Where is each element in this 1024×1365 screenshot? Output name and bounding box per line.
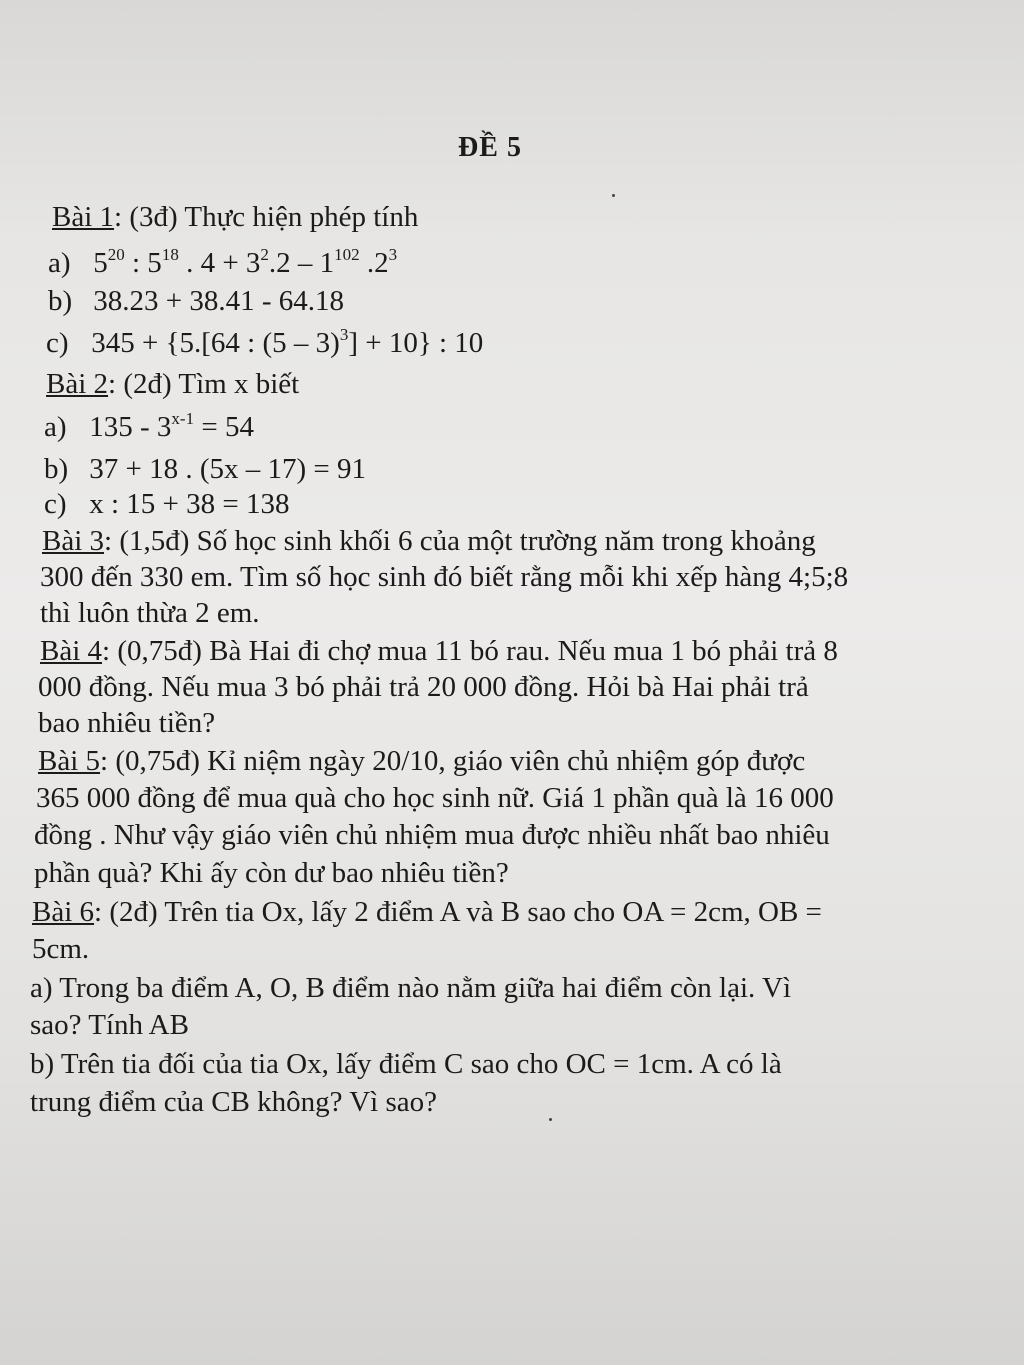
bai5-label: Bài 5	[38, 745, 101, 777]
expr-part: .2	[359, 247, 389, 279]
exponent: 20	[107, 245, 125, 264]
expr-part: 5	[93, 247, 108, 279]
item-label: a)	[44, 411, 67, 443]
bai1-heading	[52, 200, 418, 234]
bai5-line-4: phần quà? Khi ấy còn dư bao nhiêu tiền?	[34, 857, 509, 889]
bai5-line-3: đồng . Như vậy giáo viên chủ nhiệm mua được nhiều nhất bao nhiêu	[34, 819, 830, 851]
expr-part: 345 + {5.[64 : (5 – 3)	[91, 327, 340, 359]
bai3-label: Bài 3	[42, 525, 105, 557]
bai1-item-c	[46, 326, 483, 360]
item-label: a)	[48, 247, 71, 279]
item-label: b)	[44, 453, 69, 485]
bai3-line-2: 300 đến 330 em. Tìm số học sinh đó biết rằng mỗi khi xếp hàng 4;5;8	[40, 561, 849, 593]
paper-speck	[612, 194, 615, 197]
bai2-prompt: : (2đ) Tìm x biết	[108, 368, 300, 400]
bai3-line-1	[42, 524, 816, 558]
expression: 38.23 + 38.41 - 64.18	[93, 285, 345, 317]
bai3-line-3: thì luôn thừa 2 em.	[40, 597, 260, 629]
paragraph-text: : (1,5đ) Số học sinh khối 6 của một trường năm trong khoảng	[104, 525, 816, 557]
bai5-line-1	[38, 744, 805, 778]
bai4-label: Bài 4	[40, 635, 103, 667]
bai1-label: Bài 1	[52, 201, 115, 233]
bai6-line-1	[32, 895, 822, 929]
expr-part: . 4 + 3	[178, 247, 261, 279]
paragraph-text: : (0,75đ) Bà Hai đi chợ mua 11 bó rau. Nếu mua 1 bó phải trả 8	[102, 635, 838, 667]
expr-part: .2 – 1	[268, 247, 335, 279]
paper-speck	[549, 1118, 552, 1121]
exponent: 18	[161, 245, 179, 264]
bai2-item-b	[44, 452, 366, 486]
item-label: c)	[46, 327, 69, 359]
exponent: 2	[260, 245, 269, 264]
expression: x : 15 + 38 = 138	[89, 488, 290, 520]
bai5-line-2: 365 000 đồng để mua quà cho học sinh nữ. Giá 1 phần quà là 16 000	[36, 782, 834, 814]
exponent: 3	[388, 245, 398, 264]
bai4-line-1	[40, 634, 838, 668]
bai2-item-c	[44, 487, 290, 521]
bai6-item-b-line-1: b) Trên tia đối của tia Ox, lấy điểm C sao cho OC = 1cm. A có là	[30, 1048, 782, 1080]
bai6-line-2: 5cm.	[32, 933, 90, 965]
exponent: 3	[339, 325, 349, 344]
exponent: 102	[334, 245, 360, 264]
expr-part: 135 - 3	[89, 411, 172, 443]
bai4-line-2: 000 đồng. Nếu mua 3 bó phải trả 20 000 đồng. Hỏi bà Hai phải trả	[38, 671, 809, 703]
bai4-line-3: bao nhiêu tiền?	[38, 707, 216, 739]
expr-part: ] + 10} : 10	[348, 327, 484, 359]
bai1-item-b	[48, 284, 344, 318]
expression: 37 + 18 . (5x – 17) = 91	[89, 453, 367, 485]
bai6-label: Bài 6	[32, 896, 95, 928]
expr-part: : 5	[124, 247, 162, 279]
paragraph-text: : (0,75đ) Kỉ niệm ngày 20/10, giáo viên chủ nhiệm góp được	[100, 745, 806, 777]
expr-part: = 54	[194, 411, 254, 443]
bai6-item-b-line-2: trung điểm của CB không? Vì sao?	[30, 1086, 438, 1118]
bai1-item-a	[48, 246, 397, 280]
bai2-item-a	[44, 410, 254, 444]
paragraph-text: : (2đ) Trên tia Ox, lấy 2 điểm A và B sao cho OA = 2cm, OB =	[94, 896, 822, 928]
bai1-prompt: : (3đ) Thực hiện phép tính	[114, 201, 419, 233]
bai2-heading	[46, 367, 299, 401]
bai2-label: Bài 2	[46, 368, 109, 400]
exam-title: ĐỀ 5	[458, 132, 522, 163]
item-label: c)	[44, 488, 67, 520]
bai6-item-a-line-1: a) Trong ba điểm A, O, B điểm nào nằm giữa hai điểm còn lại. Vì	[30, 972, 792, 1004]
item-label: b)	[48, 285, 73, 317]
bai6-item-a-line-2: sao? Tính AB	[30, 1009, 189, 1041]
exponent: x-1	[171, 409, 195, 428]
